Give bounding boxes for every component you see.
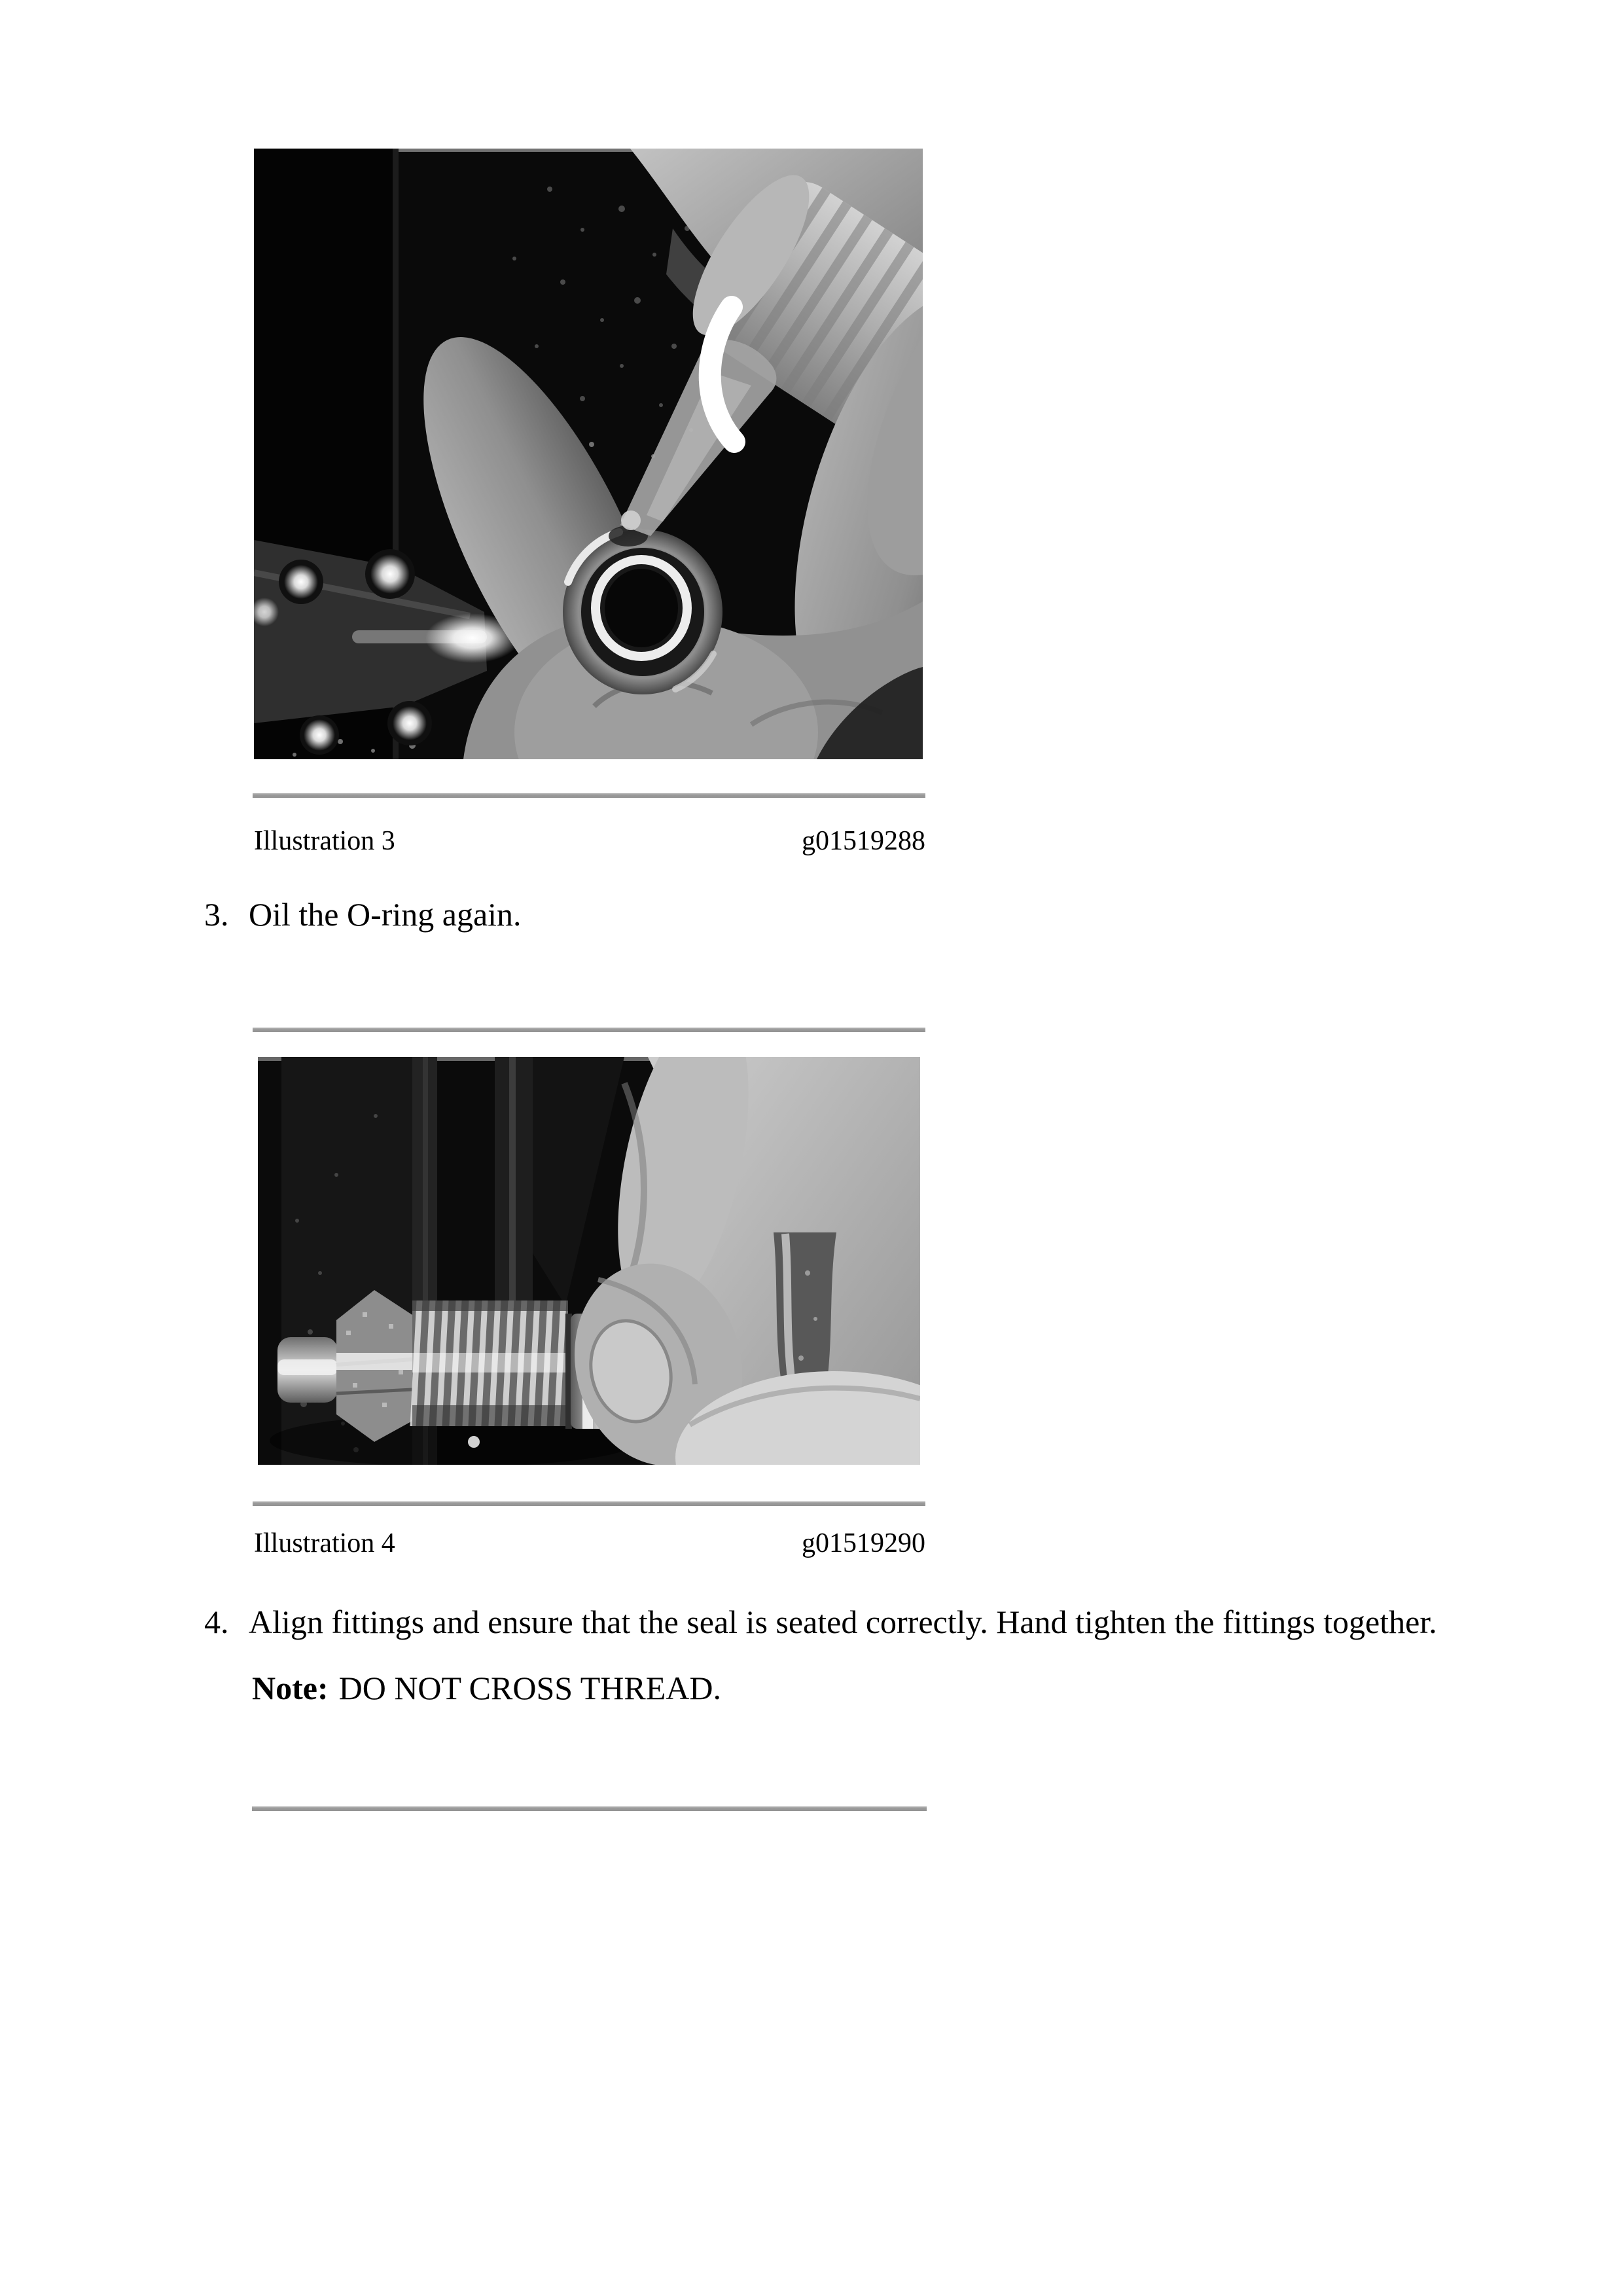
divider-bar: [253, 793, 925, 798]
divider-bar: [252, 1806, 927, 1811]
caption-id: g01519290: [802, 1528, 925, 1558]
figure-caption: [254, 1530, 925, 1557]
illustration-3-photo-art: [254, 149, 923, 759]
caption-label: Illustration 4: [254, 1528, 395, 1558]
caption-id: g01519288: [802, 826, 925, 856]
divider-bar: [253, 1028, 925, 1032]
divider-bar: [253, 1501, 925, 1506]
step-number: 4.: [204, 1604, 229, 1640]
illustration-4-photo: [258, 1057, 920, 1465]
note-line: [252, 1672, 721, 1704]
step-text: Align fittings and ensure that the seal is seated correctly. Hand tighten the fittings together.: [249, 1604, 1437, 1640]
caption-label: Illustration 3: [254, 826, 395, 856]
illustration-4-photo-art: [258, 1057, 920, 1465]
step-item-4: [204, 1605, 1437, 1638]
note-label: Note:: [252, 1670, 329, 1706]
figure-caption: [254, 827, 925, 855]
note-text: DO NOT CROSS THREAD.: [338, 1670, 721, 1706]
step-number: 3.: [204, 896, 229, 933]
step-text: Oil the O-ring again.: [249, 896, 522, 933]
illustration-3-photo: [254, 149, 923, 759]
step-item-3: [204, 898, 522, 931]
